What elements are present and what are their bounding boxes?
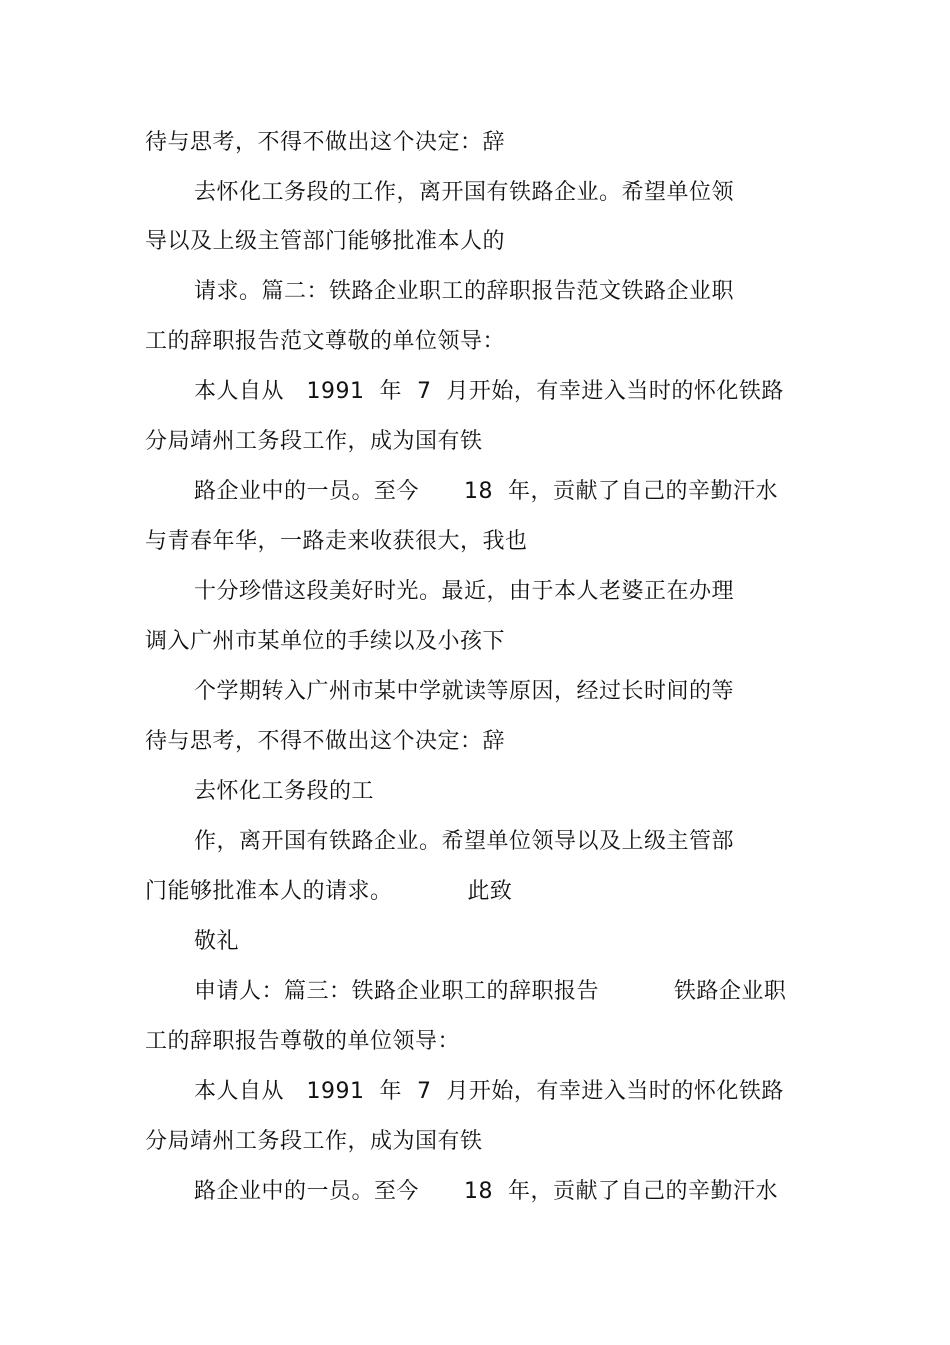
text-line: 请求。篇二：铁路企业职工的辞职报告范文铁路企业职: [194, 279, 735, 304]
text-line: 导以及上级主管部门能够批准本人的: [145, 229, 506, 254]
text-line: 路企业中的一员。至今 18 年，贡献了自己的辛勤汗水: [194, 479, 778, 504]
text-line: 敬礼: [194, 929, 240, 954]
text-line: 待与思考，不得不做出这个决定：辞: [145, 729, 506, 754]
text-line: 路企业中的一员。至今 18 年，贡献了自己的辛勤汗水: [194, 1179, 778, 1204]
text-line: 申请人：篇三：铁路企业职工的辞职报告 铁路企业职: [194, 979, 787, 1004]
text-line: 分局靖州工务段工作，成为国有铁: [145, 1129, 483, 1154]
text-line: 工的辞职报告尊敬的单位领导：: [145, 1029, 461, 1054]
text-line: 去怀化工务段的工: [194, 779, 375, 804]
text-line: 作，离开国有铁路企业。希望单位领导以及上级主管部: [194, 829, 735, 854]
text-line: 工的辞职报告范文尊敬的单位领导：: [145, 329, 506, 354]
text-line: 十分珍惜这段美好时光。最近，由于本人老婆正在办理: [194, 579, 735, 604]
text-line: 本人自从 1991 年 7 月开始，有幸进入当时的怀化铁路: [194, 1079, 784, 1104]
text-line: 去怀化工务段的工作，离开国有铁路企业。希望单位领: [194, 180, 735, 205]
text-line: 本人自从 1991 年 7 月开始，有幸进入当时的怀化铁路: [194, 379, 784, 404]
text-line: 调入广州市某单位的手续以及小孩下: [145, 629, 506, 654]
text-line: 待与思考，不得不做出这个决定：辞: [145, 130, 506, 155]
text-line: 门能够批准本人的请求。 此致: [145, 879, 513, 904]
text-line: 个学期转入广州市某中学就读等原因，经过长时间的等: [194, 679, 735, 704]
text-line: 与青春年华，一路走来收获很大，我也: [145, 529, 528, 554]
text-line: 分局靖州工务段工作，成为国有铁: [145, 429, 483, 454]
